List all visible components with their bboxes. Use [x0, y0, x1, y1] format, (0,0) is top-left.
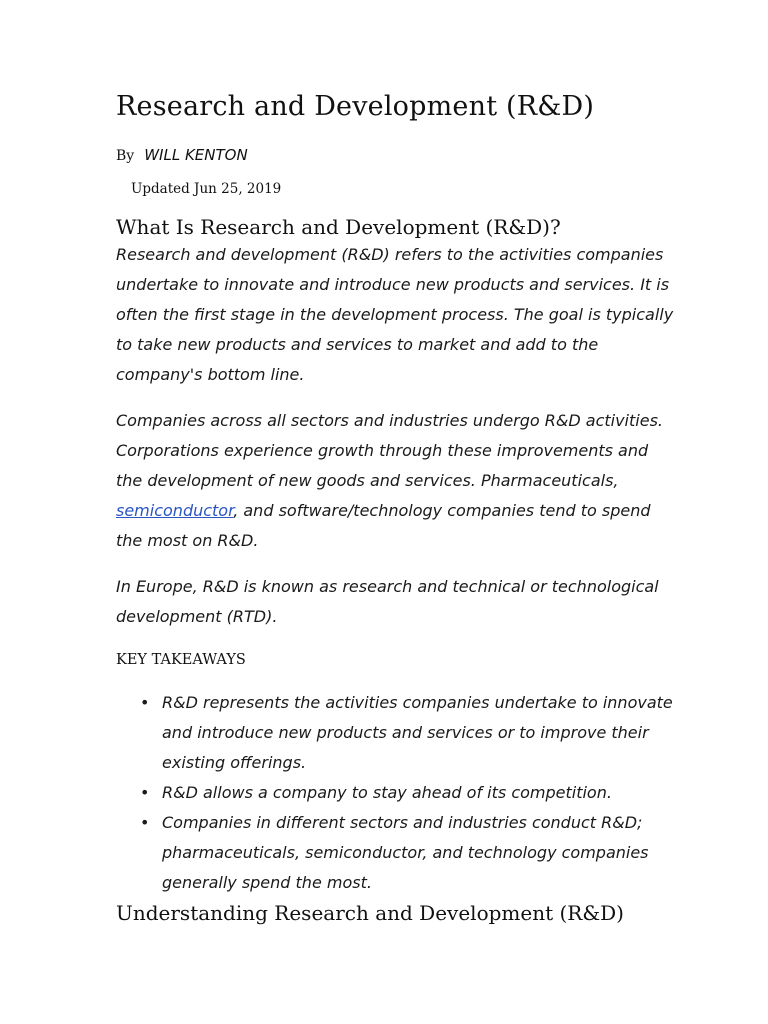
bullet-icon: •	[140, 813, 150, 832]
paragraph-sectors	[116, 406, 676, 556]
takeaway-text: R&D allows a company to stay ahead of its competition.	[162, 783, 612, 802]
semiconductor-link[interactable]: semiconductor	[116, 501, 234, 520]
section-heading: What Is Research and Development (R&D)?	[116, 215, 561, 239]
by-label: By	[116, 148, 135, 164]
bullet-icon: •	[140, 693, 150, 712]
paragraph-europe: In Europe, R&D is known as research and technical or technological development (RTD).	[116, 577, 659, 626]
takeaway-text: R&D represents the activities companies undertake to innovate and introduce new products and services or to improve their existing offerings.	[162, 693, 673, 772]
bullet-icon: •	[140, 783, 150, 802]
understanding-heading: Understanding Research and Development (R&D)	[116, 901, 624, 925]
list-item	[116, 808, 676, 898]
list-item	[116, 688, 676, 778]
updated-date: Updated Jun 25, 2019	[131, 181, 282, 197]
takeaway-text: Companies in different sectors and industries conduct R&D; pharmaceuticals, semiconductor, and technology companies generally spend the most.	[162, 813, 649, 892]
article	[116, 88, 676, 926]
paragraph-sectors-text-1: Companies across all sectors and industries undergo R&D activities. Corporations experience growth through these improvements and the development of new goods and services. Pharmaceuticals,	[116, 411, 663, 490]
article-title: Research and Development (R&D)	[116, 91, 595, 122]
paragraph-definition: Research and development (R&D) refers to the activities companies undertake to innovate and introduce new products and services. It is often the first stage in the development process. The goal is typically to take new products and services to market and add to the company's bottom line.	[116, 245, 674, 384]
byline	[116, 145, 676, 166]
paragraph-sectors-text-2: , and software/technology companies tend to spend the most on R&D.	[116, 501, 651, 550]
author-name: WILL KENTON	[144, 146, 248, 164]
key-takeaways-list	[116, 688, 676, 898]
key-takeaways-heading: KEY TAKEAWAYS	[116, 652, 246, 668]
list-item	[116, 778, 676, 808]
